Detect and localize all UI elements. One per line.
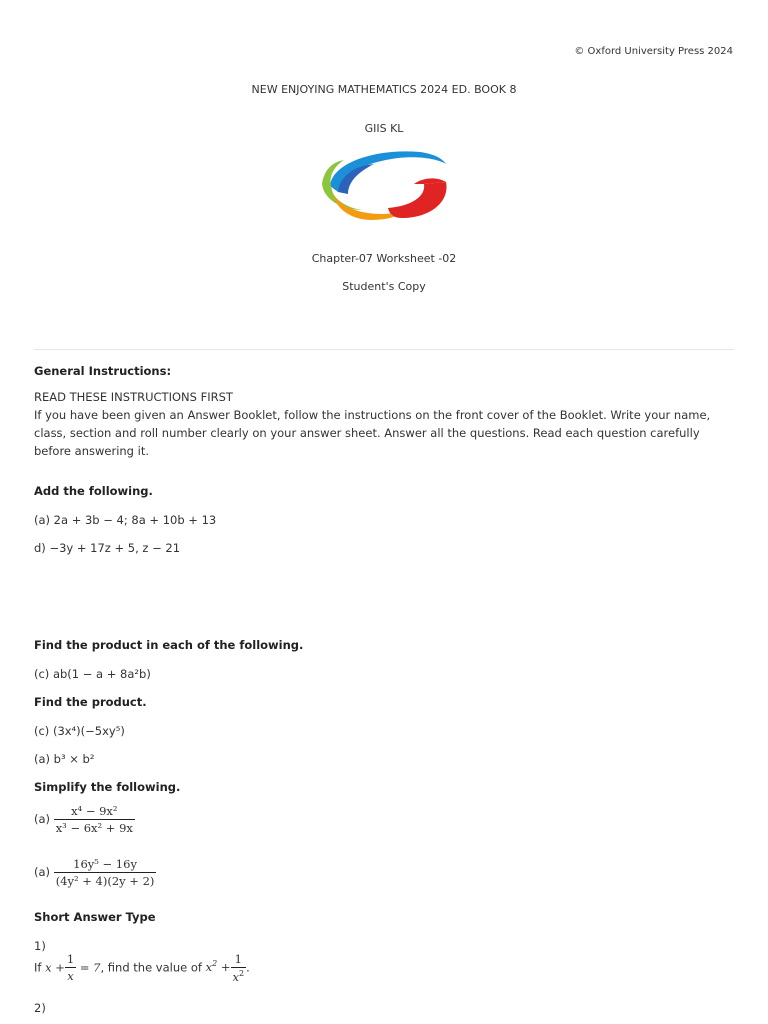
add-heading: Add the following.: [34, 484, 153, 498]
instructions-line1: READ THESE INSTRUCTIONS FIRST: [34, 390, 233, 404]
simplify-q1-numerator: x⁴ − 9x²: [54, 804, 135, 820]
question-2-label: 2): [34, 1001, 46, 1015]
instructions-body: [34, 388, 734, 460]
simplify-q1-fraction: [54, 804, 135, 835]
instructions-heading: General Instructions:: [34, 364, 172, 378]
simplify-q2-fraction: [54, 857, 157, 888]
find-product-question-a: (a) b³ × b²: [34, 752, 95, 766]
q1-mid: , find the value of: [100, 960, 202, 975]
q1-expr-eq: = 7: [76, 960, 101, 975]
q1-if: If: [34, 960, 42, 975]
copyright-notice: © Oxford University Press 2024: [574, 46, 733, 57]
school-name: GIIS KL: [364, 122, 404, 135]
question-1: If x + $\frac{1}{x}$ = 7, find the value of $x^2$ + $\frac{1}{x^2}$ .: [34, 952, 250, 984]
logo-red-arc: [388, 182, 447, 218]
simplify-question-1: [34, 804, 135, 835]
book-title: NEW ENJOYING MATHEMATICS 2024 ED. BOOK 8: [251, 83, 517, 96]
product-question-c: (c) ab(1 − a + 8a²b): [34, 667, 151, 681]
q1-expr-x2: $x^2$ +: [205, 959, 231, 975]
q1-expr-x: x +: [45, 960, 65, 975]
simplify-q2-numerator: 16y⁵ − 16y: [54, 857, 157, 873]
product-heading: Find the product in each of the following.: [34, 638, 304, 652]
divider: [34, 349, 734, 350]
q1-frac-1: $\frac{1}{x}$: [66, 952, 75, 984]
simplify-heading: Simplify the following.: [34, 780, 181, 794]
simplify-q2-label: (a): [34, 865, 51, 879]
copy-type: Student's Copy: [342, 280, 426, 293]
short-answer-heading: Short Answer Type: [34, 910, 156, 924]
simplify-q2-denominator: (4y² + 4)(2y + 2): [55, 874, 155, 888]
q1-frac-2: $\frac{1}{x^2}$: [232, 952, 245, 984]
worksheet-title: Chapter-07 Worksheet -02: [311, 252, 457, 265]
simplify-q1-denominator: x³ − 6x² + 9x: [55, 821, 133, 835]
add-question-a: (a) 2a + 3b − 4; 8a + 10b + 13: [34, 513, 217, 527]
add-question-d: d) −3y + 17z + 5, z − 21: [34, 541, 181, 555]
giis-swirl-logo: [318, 148, 454, 222]
simplify-q1-label: (a): [34, 812, 51, 826]
simplify-question-2: [34, 857, 156, 888]
find-product-heading: Find the product.: [34, 695, 147, 709]
question-1-label: 1): [34, 939, 46, 953]
find-product-question-c: (c) (3x⁴)(−5xy⁵): [34, 724, 125, 738]
instructions-text: If you have been given an Answer Booklet, follow the instructions on the front cover of the Booklet. Write your name, class, section and roll number clearly on your answer sheet. Answer all the questions. Read each question carefully before answering it.: [34, 408, 711, 458]
